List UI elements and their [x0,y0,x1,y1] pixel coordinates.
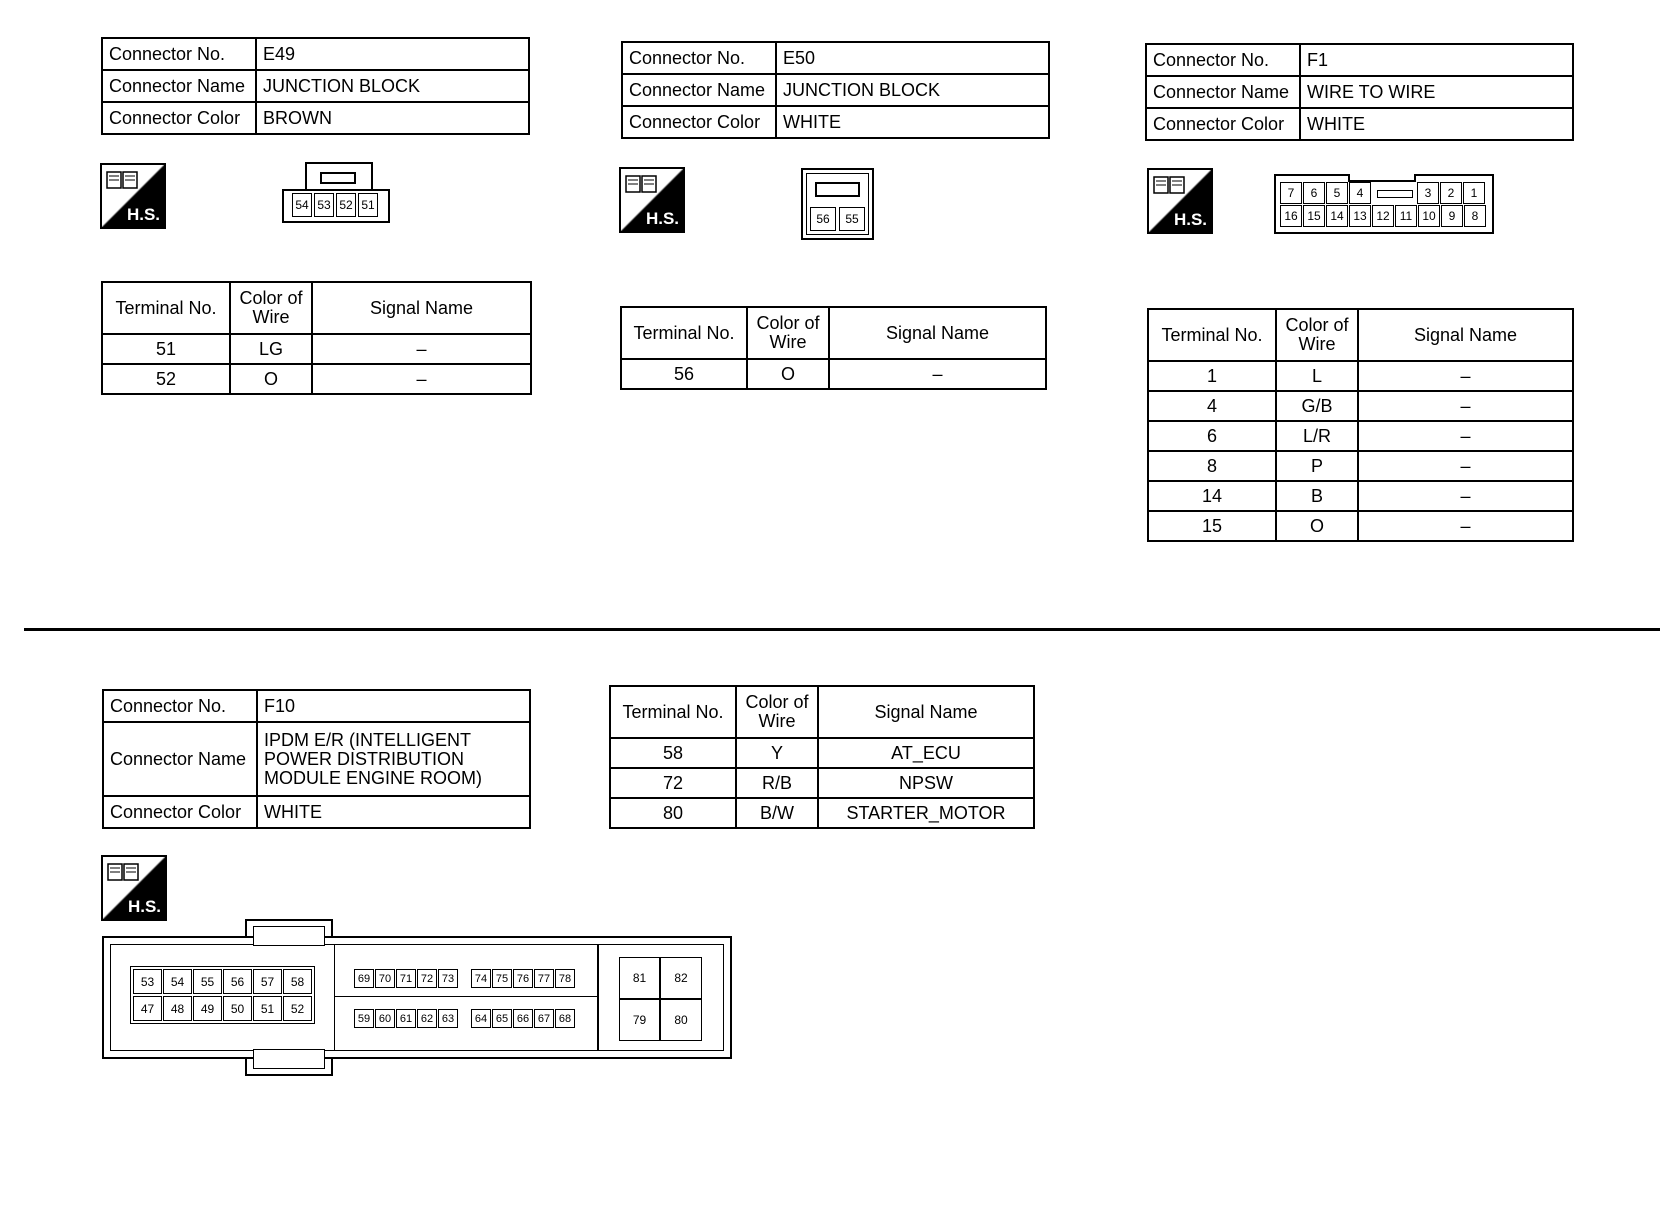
table-row [1148,421,1573,451]
pin: 10 [1418,205,1440,227]
pin: 48 [163,996,192,1021]
table-row [1148,511,1573,541]
pin: 73 [438,969,458,988]
table-row [610,798,1034,828]
connector-no-label: Connector No. [1146,44,1300,76]
table-row [610,768,1034,798]
signal-name-header: Signal Name [312,282,531,334]
hs-label: H.S. [127,897,161,916]
connector-hand-icon [624,172,658,196]
terminal-cell: 6 [1148,421,1276,451]
signal-cell: STARTER_MOTOR [818,798,1034,828]
pin: 69 [354,969,374,988]
harness-side-icon [1147,168,1213,234]
connector-no-value: E50 [776,42,1049,74]
e50-terminal-table [620,306,1047,390]
terminal-cell: 72 [610,768,736,798]
connector-no-value: F10 [257,690,530,722]
pin: 51 [253,996,282,1021]
wire-cell: O [230,364,312,394]
connector-name-line: MODULE ENGINE ROOM) [264,767,483,788]
pin: 78 [555,969,575,988]
connector-color-label: Connector Color [103,796,257,828]
f10-terminal-table [609,685,1035,829]
pin: 3 [1417,182,1439,204]
connector-no-label: Connector No. [103,690,257,722]
pin: 62 [417,1009,437,1028]
pin: 59 [354,1009,374,1028]
signal-cell: – [1358,421,1573,451]
connector-name-label: Connector Name [102,70,256,102]
pin: 11 [1395,205,1417,227]
pin: 13 [1349,205,1371,227]
pin: 49 [193,996,222,1021]
terminal-cell: 14 [1148,481,1276,511]
hs-label: H.S. [1173,210,1207,229]
connector-color-value: WHITE [257,796,530,828]
terminal-cell: 58 [610,738,736,768]
wire-cell: L/R [1276,421,1358,451]
terminal-no-header: Terminal No. [1148,309,1276,361]
terminal-no-header: Terminal No. [102,282,230,334]
signal-cell: – [312,334,531,364]
pin: 65 [492,1009,512,1028]
pin: 68 [555,1009,575,1028]
pin: 15 [1303,205,1325,227]
pin: 53 [314,193,334,217]
harness-side-icon [100,163,166,229]
pin: 72 [417,969,437,988]
pin: 14 [1326,205,1348,227]
pin: 16 [1280,205,1302,227]
signal-name-header: Signal Name [818,686,1034,738]
signal-cell: – [1358,511,1573,541]
color-of-wire-header: Color of Wire [230,282,312,334]
terminal-cell: 52 [102,364,230,394]
connector-color-value: WHITE [776,106,1049,138]
pin: 54 [163,969,192,994]
wire-cell: B/W [736,798,818,828]
terminal-cell: 15 [1148,511,1276,541]
connector-color-value: BROWN [256,102,529,134]
table-row [1148,391,1573,421]
terminal-no-header: Terminal No. [610,686,736,738]
table-row [102,334,531,364]
wire-cell: R/B [736,768,818,798]
connector-no-value: F1 [1300,44,1573,76]
f10-info-table [102,689,531,829]
connector-hand-icon [1152,173,1186,197]
harness-side-icon [101,855,167,921]
pin: 54 [292,193,312,217]
connector-name-label: Connector Name [622,74,776,106]
connector-color-value: WHITE [1300,108,1573,140]
pin: 57 [253,969,282,994]
terminal-cell: 8 [1148,451,1276,481]
terminal-cell: 56 [621,359,747,389]
pin: 47 [133,996,162,1021]
hs-label: H.S. [645,209,679,228]
pin: 80 [660,999,702,1041]
terminal-cell: 4 [1148,391,1276,421]
pin: 12 [1372,205,1394,227]
connector-name-label: Connector Name [1146,76,1300,108]
pin: 9 [1441,205,1463,227]
pin: 52 [283,996,312,1021]
wire-cell: P [1276,451,1358,481]
table-row [621,359,1046,389]
e50-info-table [621,41,1050,139]
f1-info-table [1145,43,1574,141]
pin: 58 [283,969,312,994]
terminal-cell: 1 [1148,361,1276,391]
wire-cell: LG [230,334,312,364]
terminal-no-header: Terminal No. [621,307,747,359]
pin: 50 [223,996,252,1021]
pin: 55 [193,969,222,994]
connector-name-value: JUNCTION BLOCK [256,70,529,102]
pin: 5 [1326,182,1348,204]
wire-cell: L [1276,361,1358,391]
pin: 51 [358,193,378,217]
signal-cell: – [1358,481,1573,511]
signal-cell: – [829,359,1046,389]
pin: 64 [471,1009,491,1028]
pin: 61 [396,1009,416,1028]
hs-label: H.S. [126,205,160,224]
connector-no-label: Connector No. [622,42,776,74]
pin: 67 [534,1009,554,1028]
e49-info-table [101,37,530,135]
table-row [1148,481,1573,511]
pin: 56 [223,969,252,994]
f1-terminal-table [1147,308,1574,542]
pin: 76 [513,969,533,988]
signal-name-header: Signal Name [1358,309,1573,361]
e49-terminal-table [101,281,532,395]
pin: 52 [336,193,356,217]
connector-no-value: E49 [256,38,529,70]
pin: 71 [396,969,416,988]
pin: 8 [1464,205,1486,227]
connector-color-label: Connector Color [622,106,776,138]
connector-name-line: IPDM E/R (INTELLIGENT [264,729,472,750]
pin: 70 [375,969,395,988]
pin: 79 [619,999,660,1041]
wire-cell: G/B [1276,391,1358,421]
pin: 7 [1280,182,1302,204]
pin: 60 [375,1009,395,1028]
connector-color-label: Connector Color [102,102,256,134]
terminal-cell: 80 [610,798,736,828]
connector-name-value: JUNCTION BLOCK [776,74,1049,106]
connector-name-value: WIRE TO WIRE [1300,76,1573,108]
wire-cell: Y [736,738,818,768]
color-of-wire-header: Color of Wire [747,307,829,359]
pin: 55 [839,207,865,231]
connector-name-value [257,722,530,796]
pin: 6 [1303,182,1325,204]
color-of-wire-header: Color of Wire [736,686,818,738]
table-row [1148,361,1573,391]
terminal-cell: 51 [102,334,230,364]
pin: 56 [810,207,836,231]
pin: 66 [513,1009,533,1028]
pin: 74 [471,969,491,988]
connector-hand-icon [105,168,139,192]
pin: 82 [660,957,702,999]
signal-cell: – [312,364,531,394]
signal-cell: – [1358,391,1573,421]
pin: 75 [492,969,512,988]
wire-cell: O [747,359,829,389]
connector-no-label: Connector No. [102,38,256,70]
signal-cell: – [1358,451,1573,481]
signal-cell: AT_ECU [818,738,1034,768]
pin: 2 [1440,182,1462,204]
pin: 1 [1463,182,1485,204]
connector-color-label: Connector Color [1146,108,1300,140]
table-row [1148,451,1573,481]
signal-cell: – [1358,361,1573,391]
table-row [102,364,531,394]
pin: 81 [619,957,660,999]
section-divider [24,628,1660,631]
table-row [610,738,1034,768]
wire-cell: B [1276,481,1358,511]
harness-side-icon [619,167,685,233]
pin: 4 [1349,182,1371,204]
connector-hand-icon [106,860,140,884]
pin: 63 [438,1009,458,1028]
signal-name-header: Signal Name [829,307,1046,359]
connector-name-label: Connector Name [103,722,257,796]
pin: 77 [534,969,554,988]
connector-name-line: POWER DISTRIBUTION [264,748,465,769]
pin: 53 [133,969,162,994]
color-of-wire-header: Color of Wire [1276,309,1358,361]
signal-cell: NPSW [818,768,1034,798]
wire-cell: O [1276,511,1358,541]
